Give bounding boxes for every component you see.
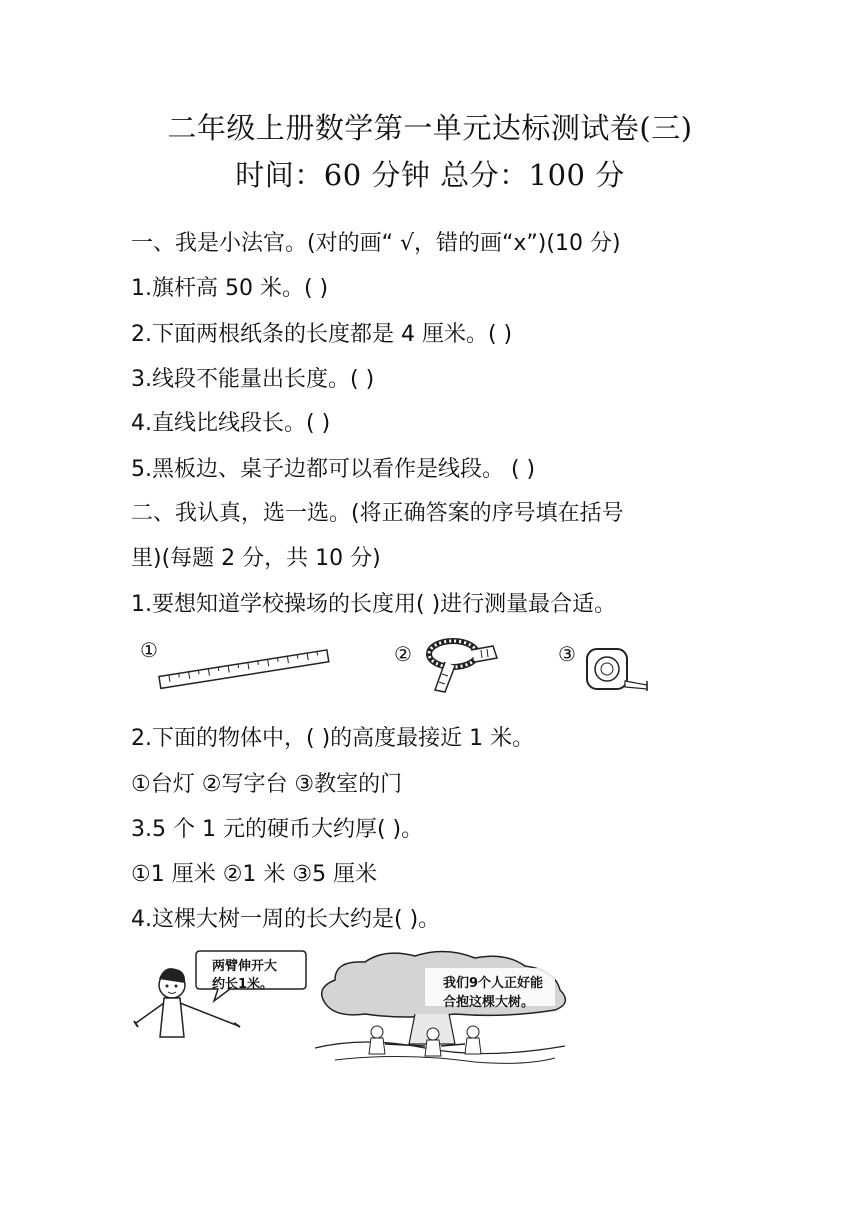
exam-info: 时间：60 分钟 总分：100 分 (235, 158, 625, 192)
question-2-2: 2.下面的物体中，( )的高度最接近 1 米。 (131, 726, 535, 751)
section1-heading: 一、我是小法官。(对的画“ √，错的画“x”)(10 分) (131, 231, 621, 256)
big-tree-illustration (305, 948, 580, 1078)
question-2-3: 3.5 个 1 元的硬币大约厚( )。 (131, 817, 424, 842)
question-2-1: 1.要想知道学校操场的长度用( )进行测量最合适。 (131, 592, 617, 617)
section2-heading-line1: 二、我认真，选一选。(将正确答案的序号填在括号 (131, 501, 624, 526)
section2-heading-line2: 里)(每题 2 分，共 10 分) (131, 546, 381, 571)
option-3-label: ③ (558, 642, 576, 666)
question-1-2: 2.下面两根纸条的长度都是 4 厘米。( ) (131, 322, 513, 347)
girl-speech-line2: 约长1米。 (212, 977, 274, 992)
ruler-icon (155, 645, 335, 690)
tree-speech-line2: 合抱这棵大树。 (443, 995, 535, 1010)
tape-measure-icon (585, 645, 655, 695)
question-1-4: 4.直线比线段长。( ) (131, 411, 331, 436)
question-2-4: 4.这棵大树一周的长大约是( )。 (131, 907, 441, 932)
girl-speech-line1: 两臂伸开大 (212, 959, 278, 974)
option-2-label: ② (394, 642, 412, 666)
question-1-5: 5.黑板边、桌子边都可以看作是线段。 ( ) (131, 457, 536, 482)
question-2-2-options: ①台灯 ②写字台 ③教室的门 (131, 772, 403, 797)
question-1-3: 3.线段不能量出长度。( ) (131, 367, 375, 392)
question-1-1: 1.旗杆高 50 米。( ) (131, 276, 329, 301)
option-1-label: ① (140, 638, 158, 662)
question-2-3-options: ①1 厘米 ②1 米 ③5 厘米 (131, 862, 378, 887)
tree-speech-line1: 我们9个人正好能 (443, 976, 544, 991)
page-title: 二年级上册数学第一单元达标测试卷(三) (167, 111, 693, 145)
soft-tape-measure-icon (423, 632, 503, 696)
